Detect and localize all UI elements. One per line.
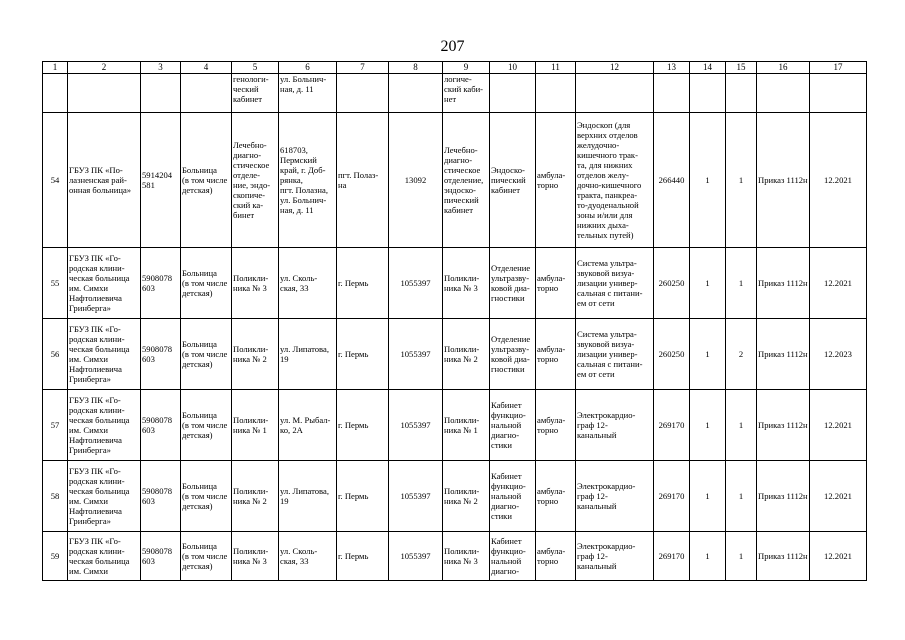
cell-text: Приказ 1112н (758, 420, 808, 430)
planned-quantity-cell (726, 74, 757, 113)
inn-cell (141, 113, 181, 248)
cell-text: ул. Липатова, 19 (280, 486, 329, 506)
equipment-name-cell (576, 532, 654, 581)
cabinet-cell (490, 390, 536, 461)
cell-text: 266440 (658, 175, 685, 185)
cell-text: Система ультра- звуковой визуа- лизации универ- сальная с питани- ем от сети (577, 258, 643, 308)
locality-cell (337, 74, 389, 113)
cell-text: 5908078 603 (142, 273, 173, 293)
quantity-cell (690, 390, 726, 461)
planned-quantity-cell (726, 248, 757, 319)
planned-quantity-cell (726, 532, 757, 581)
cell-text: Больница (в том числе детская) (182, 541, 228, 571)
locality-cell (337, 248, 389, 319)
care-condition-cell (536, 532, 576, 581)
date-cell (810, 461, 867, 532)
col-header: 14 (690, 62, 726, 74)
department-cell (443, 319, 490, 390)
order-reference-cell (757, 248, 810, 319)
cell-text: ул. Сколь- ская, 33 (280, 273, 318, 293)
quantity-cell (690, 113, 726, 248)
organization-name-cell (68, 74, 141, 113)
date-cell (810, 532, 867, 581)
col-header: 7 (337, 62, 389, 74)
cell-text: г. Пермь (338, 420, 369, 430)
planned-quantity-cell (726, 113, 757, 248)
cell-text: амбула- торно (537, 486, 566, 506)
inn-cell (141, 461, 181, 532)
facility-type-cell (181, 461, 232, 532)
subdivision-cell (232, 461, 279, 532)
cell-text: 54 (50, 175, 60, 185)
cabinet-cell (490, 461, 536, 532)
table-row (43, 319, 867, 390)
quantity-cell (690, 248, 726, 319)
row-number-cell (43, 461, 68, 532)
equipment-code-cell (654, 390, 690, 461)
cell-text: 5908078 603 (142, 415, 173, 435)
table-row (43, 248, 867, 319)
equipment-code-cell (654, 319, 690, 390)
facility-type-cell (181, 390, 232, 461)
code-cell (389, 390, 443, 461)
organization-name-cell (68, 532, 141, 581)
cell-text: Больница (в том числе детская) (182, 481, 228, 511)
col-header: 8 (389, 62, 443, 74)
cell-text: 269170 (658, 491, 685, 501)
order-reference-cell (757, 532, 810, 581)
cell-text: 618703, Пермский край, г. Доб- рянка, пгт. Полазна, ул. Больнич- ная, д. 11 (280, 145, 328, 215)
page-number: 207 (440, 38, 465, 55)
cell-text: 1 (705, 278, 710, 288)
order-reference-cell (757, 319, 810, 390)
cell-text: Электрокардио- граф 12- канальный (577, 410, 636, 440)
cell-text: ГБУЗ ПК «Го- родская клини- ческая больница им. Симхи Нафтолиевича Гринберга» (69, 324, 130, 384)
cell-text: 1055397 (400, 278, 431, 288)
planned-quantity-cell (726, 390, 757, 461)
facility-type-cell (181, 319, 232, 390)
cell-text: Больница (в том числе детская) (182, 339, 228, 369)
col-header: 4 (181, 62, 232, 74)
code-cell (389, 319, 443, 390)
col-header: 12 (576, 62, 654, 74)
cell-text: генологи- ческий кабинет (233, 74, 269, 104)
equipment-name-cell (576, 461, 654, 532)
cell-text: Приказ 1112н (758, 491, 808, 501)
cabinet-cell (490, 532, 536, 581)
cell-text: амбула- торно (537, 546, 566, 566)
department-cell (443, 390, 490, 461)
cabinet-cell (490, 74, 536, 113)
cell-text: 1 (738, 278, 744, 288)
col-header: 6 (279, 62, 337, 74)
cell-text: Приказ 1112н (758, 278, 808, 288)
locality-cell (337, 390, 389, 461)
subdivision-cell (232, 248, 279, 319)
cell-text: 12.2021 (824, 278, 852, 288)
table-row (43, 532, 867, 581)
cabinet-cell (490, 319, 536, 390)
cell-text: 56 (50, 349, 60, 359)
cell-text: Больница (в том числе детская) (182, 165, 228, 195)
cell-text: Поликли- ника № 3 (444, 273, 480, 293)
col-header: 3 (141, 62, 181, 74)
subdivision-cell (232, 74, 279, 113)
equipment-code-cell (654, 532, 690, 581)
cell-text: 1055397 (400, 420, 431, 430)
col-header: 13 (654, 62, 690, 74)
cell-text: 260250 (658, 278, 685, 288)
locality-cell (337, 532, 389, 581)
cell-text: 5908078 603 (142, 546, 173, 566)
inn-cell (141, 390, 181, 461)
cell-text: 1055397 (400, 551, 431, 561)
col-header: 10 (490, 62, 536, 74)
cell-text: 260250 (658, 349, 685, 359)
planned-quantity-cell (726, 461, 757, 532)
cell-text: Лечебно- диагно- стическое отделе- ние, эндо- скопиче- ский ка- бинет (233, 140, 271, 220)
department-cell (443, 74, 490, 113)
organization-name-cell (68, 319, 141, 390)
address-cell (279, 248, 337, 319)
care-condition-cell (536, 113, 576, 248)
cell-text: ГБУЗ ПК «Го- родская клини- ческая больница им. Симхи (69, 536, 130, 576)
care-condition-cell (536, 319, 576, 390)
cell-text: Эндоскоп (для верхних отделов желудочно- кишечного трак- та, для нижних отделов желу- дочно-кишечного тракта, панкреа- то-дуоденальной зоны и/или для нижних дыха- тельных путей) (577, 120, 642, 240)
cell-text: Электрокардио- граф 12- канальный (577, 541, 636, 571)
cell-text: ул. Больнич- ная, д. 11 (280, 74, 327, 94)
col-header: 1 (43, 62, 68, 74)
cell-text: амбула- торно (537, 415, 566, 435)
cell-text: 1 (705, 420, 710, 430)
address-cell (279, 113, 337, 248)
equipment-name-cell (576, 319, 654, 390)
equipment-code-cell (654, 113, 690, 248)
quantity-cell (690, 461, 726, 532)
organization-name-cell (68, 390, 141, 461)
cell-text: ул. М. Рыбал- ко, 2А (280, 415, 331, 435)
cell-text: Больница (в том числе детская) (182, 410, 228, 440)
cell-text: Система ультра- звуковой визуа- лизации универ- сальная с питани- ем от сети (577, 329, 643, 379)
locality-cell (337, 461, 389, 532)
col-header: 11 (536, 62, 576, 74)
quantity-cell (690, 532, 726, 581)
cabinet-cell (490, 248, 536, 319)
facility-type-cell (181, 248, 232, 319)
cell-text: 1 (705, 551, 710, 561)
date-cell (810, 74, 867, 113)
col-header: 16 (757, 62, 810, 74)
cell-text: 1055397 (400, 349, 431, 359)
col-header: 15 (726, 62, 757, 74)
cell-text: Кабинет функцио- нальной диагно- стики (491, 471, 526, 521)
cell-text: 1 (738, 175, 744, 185)
cell-text: г. Пермь (338, 551, 369, 561)
care-condition-cell (536, 461, 576, 532)
cell-text: Приказ 1112н (758, 175, 808, 185)
col-header: 5 (232, 62, 279, 74)
care-condition-cell (536, 390, 576, 461)
cell-text: 1 (738, 491, 744, 501)
address-cell (279, 532, 337, 581)
row-number-cell (43, 74, 68, 113)
cell-text: Больница (в том числе детская) (182, 268, 228, 298)
inn-cell (141, 74, 181, 113)
address-cell (279, 461, 337, 532)
cell-text: 2 (738, 349, 744, 359)
equipment-code-cell (654, 461, 690, 532)
table-row (43, 461, 867, 532)
cell-text: ГБУЗ ПК «Го- родская клини- ческая больница им. Симхи Нафтолиевича Гринберга» (69, 466, 130, 526)
code-cell (389, 461, 443, 532)
cell-text: Лечебно- диагно- стическое отделение, эндоско- пический кабинет (444, 145, 484, 215)
cell-text: амбула- торно (537, 170, 566, 190)
facility-type-cell (181, 532, 232, 581)
cell-text: 269170 (658, 551, 685, 561)
date-cell (810, 319, 867, 390)
cell-text: 12.2023 (824, 349, 852, 359)
cell-text: 59 (50, 551, 60, 561)
cell-text: 58 (50, 491, 60, 501)
quantity-cell (690, 319, 726, 390)
cell-text: 1 (705, 491, 710, 501)
address-cell (279, 390, 337, 461)
cabinet-cell (490, 113, 536, 248)
address-cell (279, 319, 337, 390)
row-number-cell (43, 532, 68, 581)
cell-text: 1 (705, 349, 710, 359)
subdivision-cell (232, 319, 279, 390)
subdivision-cell (232, 390, 279, 461)
cell-text: 13092 (404, 175, 427, 185)
department-cell (443, 113, 490, 248)
care-condition-cell (536, 248, 576, 319)
cell-text: г. Пермь (338, 278, 369, 288)
cell-text: ГБУЗ ПК «Го- родская клини- ческая больница им. Симхи Нафтолиевича Гринберга» (69, 395, 130, 455)
cell-text: Поликли- ника № 1 (233, 415, 269, 435)
col-header: 17 (810, 62, 867, 74)
equipment-name-cell (576, 113, 654, 248)
cell-text: ГБУЗ ПК «Го- родская клини- ческая больница им. Симхи Нафтолиевича Гринберга» (69, 253, 130, 313)
cell-text: 12.2021 (824, 491, 852, 501)
equipment-name-cell (576, 390, 654, 461)
row-number-cell (43, 319, 68, 390)
care-condition-cell (536, 74, 576, 113)
equipment-table (42, 61, 867, 581)
code-cell (389, 74, 443, 113)
row-number-cell (43, 113, 68, 248)
order-reference-cell (757, 113, 810, 248)
date-cell (810, 113, 867, 248)
date-cell (810, 248, 867, 319)
table-row (43, 74, 867, 113)
cell-text: Кабинет функцио- нальной диагно- стики (491, 400, 526, 450)
cell-text: Приказ 1112н (758, 551, 808, 561)
equipment-name-cell (576, 74, 654, 113)
organization-name-cell (68, 461, 141, 532)
department-cell (443, 532, 490, 581)
facility-type-cell (181, 74, 232, 113)
cell-text: Поликли- ника № 3 (444, 546, 480, 566)
cell-text: Поликли- ника № 2 (444, 344, 480, 364)
address-cell (279, 74, 337, 113)
cell-text: 5914204 581 (142, 170, 173, 190)
locality-cell (337, 319, 389, 390)
cell-text: 12.2021 (824, 175, 852, 185)
subdivision-cell (232, 113, 279, 248)
locality-cell (337, 113, 389, 248)
equipment-name-cell (576, 248, 654, 319)
cell-text: Электрокардио- граф 12- канальный (577, 481, 636, 511)
cell-text: 57 (50, 420, 60, 430)
cell-text: логиче- ский каби- нет (444, 74, 484, 104)
cell-text: Поликли- ника № 2 (444, 486, 480, 506)
cell-text: г. Пермь (338, 491, 369, 501)
table-row (43, 113, 867, 248)
order-reference-cell (757, 390, 810, 461)
col-header: 9 (443, 62, 490, 74)
col-header: 2 (68, 62, 141, 74)
quantity-cell (690, 74, 726, 113)
cell-text: 1 (738, 420, 744, 430)
organization-name-cell (68, 248, 141, 319)
cell-text: ГБУЗ ПК «По- лазненская рай- онная больница» (69, 165, 132, 195)
cell-text: г. Пермь (338, 349, 369, 359)
inn-cell (141, 248, 181, 319)
cell-text: Кабинет функцио- нальной диагно- (491, 536, 526, 576)
cell-text: Эндоско- пический кабинет (491, 165, 526, 195)
cell-text: пгт. Полаз- на (338, 170, 379, 190)
inn-cell (141, 319, 181, 390)
cell-text: Поликли- ника № 1 (444, 415, 480, 435)
organization-name-cell (68, 113, 141, 248)
cell-text: ул. Липатова, 19 (280, 344, 329, 364)
cell-text: 12.2021 (824, 551, 852, 561)
cell-text: 1055397 (400, 491, 431, 501)
inn-cell (141, 532, 181, 581)
code-cell (389, 532, 443, 581)
planned-quantity-cell (726, 319, 757, 390)
department-cell (443, 248, 490, 319)
cell-text: Поликли- ника № 3 (233, 273, 269, 293)
cell-text: 269170 (658, 420, 685, 430)
cell-text: 5908078 603 (142, 344, 173, 364)
order-reference-cell (757, 461, 810, 532)
cell-text: 55 (50, 278, 60, 288)
code-cell (389, 113, 443, 248)
equipment-code-cell (654, 74, 690, 113)
cell-text: Отделение ультразву- ковой диа- гностики (491, 334, 531, 374)
cell-text: Поликли- ника № 2 (233, 486, 269, 506)
row-number-cell (43, 248, 68, 319)
subdivision-cell (232, 532, 279, 581)
order-reference-cell (757, 74, 810, 113)
cell-text: Поликли- ника № 3 (233, 546, 269, 566)
facility-type-cell (181, 113, 232, 248)
cell-text: 1 (738, 551, 744, 561)
cell-text: амбула- торно (537, 273, 566, 293)
equipment-code-cell (654, 248, 690, 319)
row-number-cell (43, 390, 68, 461)
cell-text: амбула- торно (537, 344, 566, 364)
column-number-row (43, 62, 867, 74)
code-cell (389, 248, 443, 319)
cell-text: ул. Сколь- ская, 33 (280, 546, 318, 566)
cell-text: 5908078 603 (142, 486, 173, 506)
cell-text: Поликли- ника № 2 (233, 344, 269, 364)
table-row (43, 390, 867, 461)
cell-text: Приказ 1112н (758, 349, 808, 359)
department-cell (443, 461, 490, 532)
date-cell (810, 390, 867, 461)
cell-text: 1 (705, 175, 710, 185)
cell-text: Отделение ультразву- ковой диа- гностики (491, 263, 531, 303)
cell-text: 12.2021 (824, 420, 852, 430)
